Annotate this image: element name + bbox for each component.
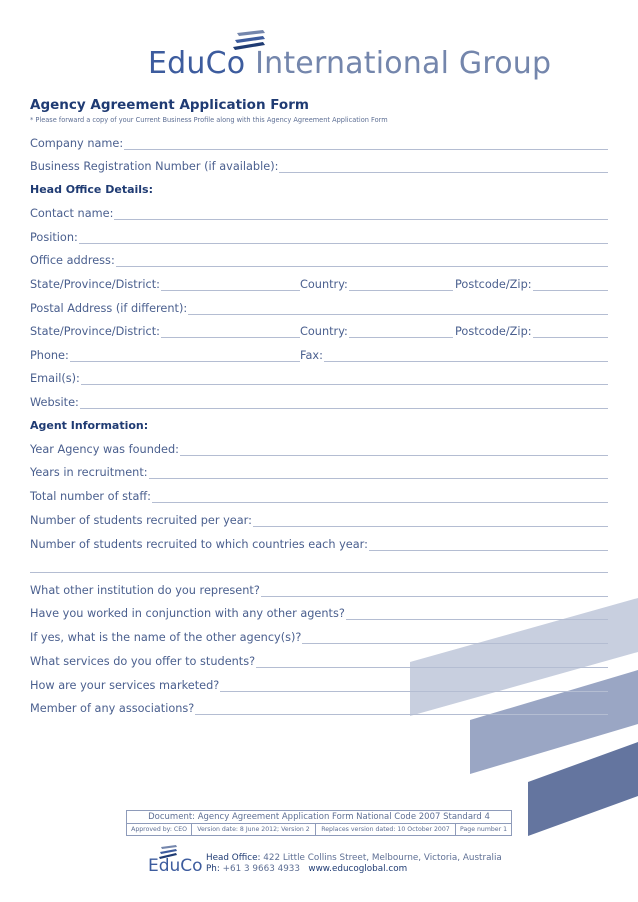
students-per-year-field[interactable]: [30, 512, 608, 528]
form-title: Agency Agreement Application Form: [30, 97, 309, 113]
approved-cell: Approved by: CEO: [127, 824, 192, 836]
students-countries-field[interactable]: [30, 536, 608, 552]
fax-label: Fax:: [300, 349, 323, 362]
version-cell: Version date: 8 June 2012; Version 2: [192, 824, 316, 836]
position-line[interactable]: [79, 243, 608, 244]
year-founded-label: Year Agency was founded:: [30, 443, 179, 456]
state-field-2[interactable]: [30, 323, 300, 339]
other-agents-label: Have you worked in conjunction with any other agents?: [30, 607, 345, 620]
postcode-field-2[interactable]: [455, 323, 608, 339]
services-marketed-field[interactable]: [30, 677, 608, 693]
postcode-field-1[interactable]: [455, 276, 608, 292]
head-office-line: [206, 853, 502, 864]
replaces-cell: Replaces version dated: 10 October 2007: [315, 824, 455, 836]
other-agents-field[interactable]: [30, 605, 608, 621]
phone-field[interactable]: [30, 347, 300, 363]
students-countries-label: Number of students recruited to which countries each year:: [30, 538, 368, 551]
postal-address-field[interactable]: [30, 300, 608, 316]
phone-label-footer: Ph:: [206, 864, 220, 874]
contact-line: [206, 864, 502, 875]
phone-line[interactable]: [70, 361, 300, 362]
postcode-line-2[interactable]: [533, 337, 608, 338]
country-label-1: Country:: [300, 278, 348, 291]
fax-line[interactable]: [324, 361, 608, 362]
total-staff-line[interactable]: [152, 502, 608, 503]
company-name-field[interactable]: [30, 135, 608, 151]
agency-name-label: If yes, what is the name of the other agency(s)?: [30, 631, 302, 644]
fax-field[interactable]: [300, 347, 608, 363]
students-countries-extra-field[interactable]: [30, 558, 608, 574]
website-link[interactable]: www.educoglobal.com: [308, 864, 408, 874]
office-address-field[interactable]: [30, 252, 608, 268]
office-address-line[interactable]: [116, 266, 608, 267]
brand-title: [148, 46, 551, 81]
website-label: Website:: [30, 396, 79, 409]
contact-name-label: Contact name:: [30, 207, 114, 220]
section-head-office: Head Office Details:: [30, 183, 153, 196]
other-institution-line[interactable]: [261, 596, 608, 597]
years-recruitment-field[interactable]: [30, 464, 608, 480]
business-reg-label: Business Registration Number (if available):: [30, 160, 279, 173]
associations-field[interactable]: [30, 700, 608, 716]
country-label-2: Country:: [300, 325, 348, 338]
students-countries-extra-line[interactable]: [30, 572, 608, 573]
services-marketed-label: How are your services marketed?: [30, 679, 220, 692]
state-line-1[interactable]: [161, 290, 300, 291]
head-office-address: 422 Little Collins Street, Melbourne, Victoria, Australia: [260, 853, 502, 863]
years-recruitment-label: Years in recruitment:: [30, 466, 148, 479]
brand-international: International Group: [245, 46, 552, 81]
students-per-year-label: Number of students recruited per year:: [30, 514, 252, 527]
years-recruitment-line[interactable]: [149, 478, 608, 479]
agency-name-line[interactable]: [302, 643, 608, 644]
document-info-table: [126, 810, 512, 836]
year-founded-field[interactable]: [30, 441, 608, 457]
business-reg-field[interactable]: [30, 158, 608, 174]
other-institution-label: What other institution do you represent?: [30, 584, 260, 597]
state-line-2[interactable]: [161, 337, 300, 338]
contact-name-line[interactable]: [114, 219, 608, 220]
business-reg-line[interactable]: [279, 172, 608, 173]
document-title-cell: Document: Agency Agreement Application Form National Code 2007 Standard 4: [127, 811, 512, 824]
postcode-line-1[interactable]: [533, 290, 608, 291]
phone-label: Phone:: [30, 349, 69, 362]
head-office-label: Head Office:: [206, 853, 261, 863]
services-offered-label: What services do you offer to students?: [30, 655, 256, 668]
footer-address: [206, 853, 502, 875]
associations-label: Member of any associations?: [30, 702, 195, 715]
other-agents-line[interactable]: [346, 619, 608, 620]
contact-name-field[interactable]: [30, 205, 608, 221]
stripe-dark: [528, 742, 638, 836]
services-offered-field[interactable]: [30, 653, 608, 669]
country-field-2[interactable]: [300, 323, 453, 339]
agency-name-field[interactable]: [30, 629, 608, 645]
students-per-year-line[interactable]: [253, 526, 608, 527]
postal-address-line[interactable]: [188, 314, 608, 315]
postcode-label-2: Postcode/Zip:: [455, 325, 532, 338]
total-staff-label: Total number of staff:: [30, 490, 151, 503]
phone-number: +61 3 9663 4933: [219, 864, 300, 874]
country-field-1[interactable]: [300, 276, 453, 292]
students-countries-line[interactable]: [369, 550, 608, 551]
brand-educo: EduCo: [148, 46, 246, 81]
state-field-1[interactable]: [30, 276, 300, 292]
email-label: Email(s):: [30, 372, 80, 385]
section-agent-info: Agent Information:: [30, 419, 149, 432]
services-marketed-line[interactable]: [220, 691, 608, 692]
position-label: Position:: [30, 231, 78, 244]
year-founded-line[interactable]: [180, 455, 608, 456]
postcode-label-1: Postcode/Zip:: [455, 278, 532, 291]
country-line-1[interactable]: [349, 290, 453, 291]
country-line-2[interactable]: [349, 337, 453, 338]
services-offered-line[interactable]: [256, 667, 608, 668]
state-label-2: State/Province/District:: [30, 325, 160, 338]
position-field[interactable]: [30, 229, 608, 245]
page-cell: Page number 1: [456, 824, 512, 836]
footer-brand-text: EduCo: [148, 856, 203, 876]
website-field[interactable]: [30, 394, 608, 410]
company-name-label: Company name:: [30, 137, 124, 150]
office-address-label: Office address:: [30, 254, 115, 267]
total-staff-field[interactable]: [30, 488, 608, 504]
footer-brand: [148, 856, 203, 876]
company-name-line[interactable]: [124, 149, 608, 150]
state-label-1: State/Province/District:: [30, 278, 160, 291]
other-institution-field[interactable]: [30, 582, 608, 598]
email-line[interactable]: [81, 384, 608, 385]
postal-address-label: Postal Address (if different):: [30, 302, 188, 315]
email-field[interactable]: [30, 370, 608, 386]
form-note: * Please forward a copy of your Current Business Profile along with this Agency Agreement Application Form: [30, 116, 388, 124]
associations-line[interactable]: [195, 714, 608, 715]
website-line[interactable]: [80, 408, 608, 409]
